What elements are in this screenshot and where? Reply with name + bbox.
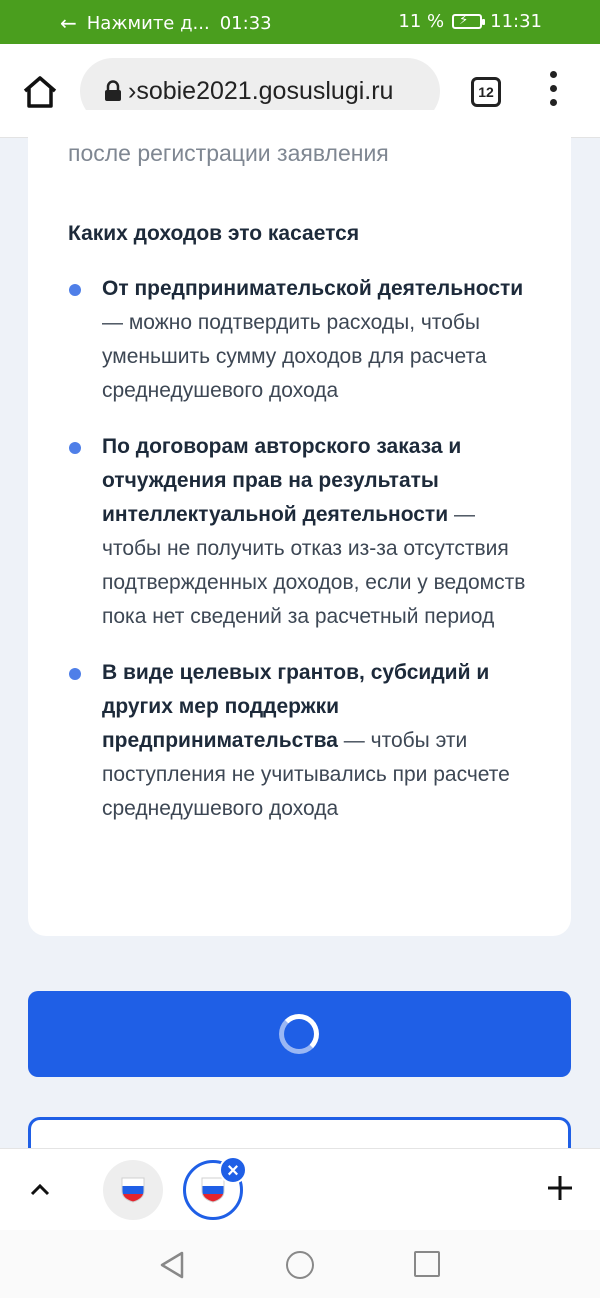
item-text: — чтобы не получить отказ из-за отсутствия подтвержденных доходов, если у ведомств пока нет сведений за расчетный период [102, 503, 526, 628]
previous-text: после регистрации заявления [68, 140, 389, 166]
status-bar [0, 0, 600, 44]
new-tab-plus-icon[interactable] [545, 1173, 575, 1203]
section-title: Каких доходов это касается [68, 222, 360, 245]
bullet-icon [69, 284, 81, 296]
chevron-up-icon[interactable] [28, 1178, 52, 1202]
russian-flag-shield-icon [201, 1177, 225, 1203]
tab-gosuslugi-1[interactable] [103, 1160, 163, 1220]
url-text: ›sobie2021.gosuslugi.ru [128, 76, 394, 105]
tab-strip [0, 1148, 600, 1230]
primary-button[interactable] [28, 991, 571, 1077]
item-bold-text: От предпринимательской деятельности [102, 277, 524, 300]
item-text: — чтобы эти поступления не учитывались при расчете среднедушевого дохода [102, 729, 510, 820]
list-item [68, 430, 538, 634]
tab-switcher-button[interactable]: 12 [471, 77, 501, 107]
notification-text: Нажмите д... [86, 12, 210, 34]
lock-icon [104, 80, 122, 102]
home-icon[interactable] [22, 75, 58, 109]
bullet-icon [69, 442, 81, 454]
call-time: 01:33 [219, 12, 272, 34]
bullet-icon [69, 668, 81, 680]
info-card [28, 110, 571, 936]
nav-home-icon[interactable] [286, 1251, 314, 1279]
list-item [68, 656, 538, 826]
back-arrow-icon: ← [60, 11, 77, 35]
nav-back-icon[interactable] [158, 1250, 186, 1280]
item-bold-text: По договорам авторского заказа и отчуждения прав на результаты интеллектуальной деятельности [102, 435, 462, 526]
income-list [68, 272, 538, 826]
loading-spinner-icon [279, 1014, 319, 1054]
close-tab-icon[interactable]: × [219, 1156, 247, 1184]
battery-percent: 11 % [398, 11, 445, 32]
system-nav-bar [0, 1230, 600, 1298]
clock: 11:31 [490, 11, 542, 32]
battery-icon: ⚡ [452, 14, 482, 29]
list-item [68, 272, 538, 408]
russian-flag-shield-icon [121, 1177, 145, 1203]
nav-recents-icon[interactable] [414, 1251, 440, 1277]
more-menu-icon[interactable] [543, 71, 563, 113]
item-bold-text: В виде целевых грантов, субсидий и других мер поддержки предпринимательства [102, 661, 490, 752]
item-text: — можно подтвердить расходы, чтобы уменьшить сумму доходов для расчета среднедушевого дохода [102, 311, 487, 402]
